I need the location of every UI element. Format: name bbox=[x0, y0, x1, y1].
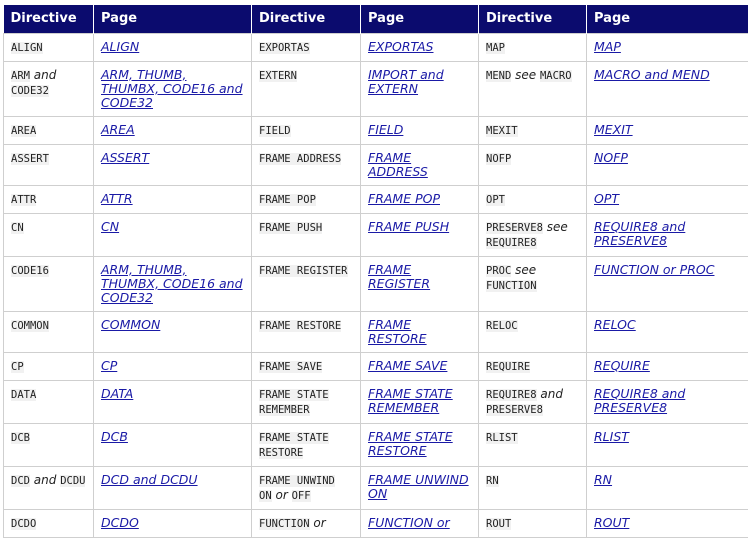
directive-code: PRESERVE8 bbox=[486, 222, 543, 234]
directive-cell bbox=[4, 509, 94, 537]
directive-cell bbox=[252, 352, 361, 380]
page-link[interactable]: FRAME STATE RESTORE bbox=[368, 429, 453, 458]
table-row bbox=[4, 33, 748, 61]
directive-cell bbox=[252, 33, 361, 61]
directive-code: FUNCTION bbox=[259, 518, 310, 530]
directive-code: CODE32 bbox=[11, 85, 49, 97]
directive-code: FRAME ADDRESS bbox=[259, 153, 341, 165]
page-link[interactable]: RN bbox=[594, 472, 612, 487]
directive-cell bbox=[4, 61, 94, 116]
page-link[interactable]: IMPORT and EXTERN bbox=[368, 67, 444, 96]
directive-code: EXTERN bbox=[259, 70, 297, 82]
header-directive-1: Directive bbox=[4, 5, 94, 33]
page-cell bbox=[587, 213, 748, 256]
directive-code: RLIST bbox=[486, 432, 518, 444]
page-cell bbox=[94, 185, 252, 213]
directive-cell bbox=[479, 116, 587, 144]
directive-connector: and bbox=[30, 473, 60, 487]
directive-code: CODE16 bbox=[11, 265, 49, 277]
table-row bbox=[4, 311, 748, 352]
directive-cell bbox=[479, 61, 587, 116]
page-cell bbox=[587, 509, 748, 537]
table-row bbox=[4, 61, 748, 116]
directive-code: FIELD bbox=[259, 125, 291, 137]
directive-code: FUNCTION bbox=[486, 280, 537, 292]
page-link[interactable]: FUNCTION or PROC bbox=[594, 262, 714, 277]
page-cell bbox=[361, 144, 479, 185]
directive-code: REQUIRE8 bbox=[486, 389, 537, 401]
page-cell bbox=[361, 256, 479, 311]
directive-cell bbox=[4, 33, 94, 61]
page-cell bbox=[587, 33, 748, 61]
directive-code: REQUIRE bbox=[486, 361, 530, 373]
directive-cell bbox=[4, 380, 94, 423]
table-row bbox=[4, 380, 748, 423]
directive-code: DCDU bbox=[60, 475, 85, 487]
directive-cell bbox=[479, 380, 587, 423]
directive-code: FRAME STATE RESTORE bbox=[259, 432, 329, 459]
page-cell bbox=[94, 311, 252, 352]
header-page-3: Page bbox=[587, 5, 748, 33]
directive-cell bbox=[479, 423, 587, 466]
directive-code: PROC bbox=[486, 265, 511, 277]
page-cell bbox=[94, 352, 252, 380]
page-link[interactable]: DATA bbox=[101, 386, 133, 401]
page-link[interactable]: FRAME STATE REMEMBER bbox=[368, 386, 453, 415]
page-link[interactable]: FRAME ADDRESS bbox=[368, 150, 428, 179]
header-page-1: Page bbox=[94, 5, 252, 33]
table-row bbox=[4, 116, 748, 144]
directive-cell bbox=[479, 509, 587, 537]
directive-code: CP bbox=[11, 361, 24, 373]
directive-code: DCB bbox=[11, 432, 30, 444]
directive-code: ROUT bbox=[486, 518, 511, 530]
table-body bbox=[4, 33, 748, 537]
directive-cell bbox=[479, 466, 587, 509]
page-cell bbox=[94, 33, 252, 61]
directive-cell bbox=[252, 144, 361, 185]
directive-code: FRAME UNWIND ON bbox=[259, 475, 335, 502]
directive-code: COMMON bbox=[11, 320, 49, 332]
page-link[interactable]: DCD and DCDU bbox=[101, 472, 198, 487]
page-link[interactable]: REQUIRE8 and PRESERVE8 bbox=[594, 219, 685, 248]
directive-code: OPT bbox=[486, 194, 505, 206]
directive-code: FRAME STATE REMEMBER bbox=[259, 389, 329, 416]
table-header bbox=[4, 5, 748, 33]
table-row bbox=[4, 509, 748, 537]
page-link[interactable]: MAP bbox=[594, 39, 621, 54]
page-cell bbox=[587, 116, 748, 144]
page-link[interactable]: COMMON bbox=[101, 317, 160, 332]
page-cell bbox=[361, 352, 479, 380]
page-cell bbox=[94, 144, 252, 185]
table-row bbox=[4, 256, 748, 311]
directive-code: ARM bbox=[11, 70, 30, 82]
directive-cell bbox=[4, 116, 94, 144]
directive-cell bbox=[4, 185, 94, 213]
directive-code: NOFP bbox=[486, 153, 511, 165]
page-cell bbox=[587, 380, 748, 423]
directive-cell bbox=[252, 423, 361, 466]
table-row bbox=[4, 423, 748, 466]
directive-cell bbox=[252, 185, 361, 213]
header-directive-2: Directive bbox=[252, 5, 361, 33]
header-page-2: Page bbox=[361, 5, 479, 33]
page-link[interactable]: MEXIT bbox=[594, 122, 633, 137]
directive-code: FRAME SAVE bbox=[259, 361, 322, 373]
page-cell bbox=[587, 311, 748, 352]
page-cell bbox=[361, 33, 479, 61]
page-cell bbox=[94, 509, 252, 537]
page-link[interactable]: DCDO bbox=[101, 515, 139, 530]
page-link[interactable]: FRAME POP bbox=[368, 191, 440, 206]
page-link[interactable]: FUNCTION or bbox=[368, 515, 450, 530]
directive-cell bbox=[252, 509, 361, 537]
page-link[interactable]: ROUT bbox=[594, 515, 629, 530]
page-cell bbox=[587, 256, 748, 311]
directive-connector: see bbox=[511, 68, 540, 82]
directive-cell bbox=[4, 256, 94, 311]
page-cell bbox=[361, 380, 479, 423]
directive-code: RN bbox=[486, 475, 499, 487]
page-cell bbox=[361, 311, 479, 352]
directive-code: DCDO bbox=[11, 518, 36, 530]
page-cell bbox=[361, 423, 479, 466]
directive-cell bbox=[4, 311, 94, 352]
page-cell bbox=[94, 380, 252, 423]
page-cell bbox=[94, 466, 252, 509]
page-link[interactable]: RELOC bbox=[594, 317, 636, 332]
page-link[interactable]: FRAME SAVE bbox=[368, 358, 447, 373]
page-cell bbox=[361, 213, 479, 256]
page-cell bbox=[587, 466, 748, 509]
directive-cell bbox=[252, 466, 361, 509]
directive-code: FRAME POP bbox=[259, 194, 316, 206]
directive-connector: and bbox=[537, 387, 563, 401]
directive-code: OFF bbox=[292, 490, 311, 502]
page-cell bbox=[361, 509, 479, 537]
page-cell bbox=[94, 116, 252, 144]
page-cell bbox=[94, 256, 252, 311]
directive-code: ALIGN bbox=[11, 42, 43, 54]
directive-cell bbox=[479, 256, 587, 311]
directive-cell bbox=[479, 33, 587, 61]
directive-code: MEND bbox=[486, 70, 511, 82]
directive-code: MACRO bbox=[540, 70, 572, 82]
page-link[interactable]: FRAME UNWIND ON bbox=[368, 472, 469, 501]
page-cell bbox=[361, 466, 479, 509]
page-link[interactable]: ARM, THUMB, THUMBX, CODE16 and CODE32 bbox=[101, 262, 243, 305]
directive-cell bbox=[252, 311, 361, 352]
page-cell bbox=[361, 116, 479, 144]
table-row bbox=[4, 213, 748, 256]
page-link[interactable]: CP bbox=[101, 358, 117, 373]
directive-cell bbox=[4, 352, 94, 380]
directives-table bbox=[3, 5, 748, 538]
directive-code: DCD bbox=[11, 475, 30, 487]
page-link[interactable]: FRAME REGISTER bbox=[368, 262, 430, 291]
directive-cell bbox=[479, 311, 587, 352]
directive-connector: see bbox=[511, 263, 536, 277]
page-link[interactable]: AREA bbox=[101, 122, 135, 137]
directive-code: FRAME RESTORE bbox=[259, 320, 341, 332]
directive-code: AREA bbox=[11, 125, 36, 137]
page-cell bbox=[587, 352, 748, 380]
page-cell bbox=[361, 61, 479, 116]
page-link[interactable]: FIELD bbox=[368, 122, 403, 137]
page-link[interactable]: FRAME RESTORE bbox=[368, 317, 427, 346]
page-cell bbox=[587, 423, 748, 466]
directive-cell bbox=[252, 61, 361, 116]
directive-cell bbox=[4, 423, 94, 466]
directive-code: REQUIRE8 bbox=[486, 237, 537, 249]
directive-code: FRAME PUSH bbox=[259, 222, 322, 234]
table-row bbox=[4, 466, 748, 509]
page-link[interactable]: REQUIRE bbox=[594, 358, 650, 373]
page-cell bbox=[587, 144, 748, 185]
directive-code: MAP bbox=[486, 42, 505, 54]
page-link[interactable]: DCB bbox=[101, 429, 128, 444]
directive-code: FRAME REGISTER bbox=[259, 265, 348, 277]
page-link[interactable]: ATTR bbox=[101, 191, 133, 206]
directive-code: EXPORTAS bbox=[259, 42, 310, 54]
directive-cell bbox=[4, 144, 94, 185]
directive-code: RELOC bbox=[486, 320, 518, 332]
directive-cell bbox=[252, 116, 361, 144]
page-link[interactable]: ASSERT bbox=[101, 150, 149, 165]
page-link[interactable]: ARM, THUMB, THUMBX, CODE16 and CODE32 bbox=[101, 67, 243, 110]
header-directive-3: Directive bbox=[479, 5, 587, 33]
page-cell bbox=[94, 61, 252, 116]
page-link[interactable]: EXPORTAS bbox=[368, 39, 434, 54]
directive-connector: see bbox=[543, 220, 568, 234]
directive-code: ASSERT bbox=[11, 153, 49, 165]
directive-cell bbox=[4, 466, 94, 509]
directive-code: ATTR bbox=[11, 194, 36, 206]
directive-code: PRESERVE8 bbox=[486, 404, 543, 416]
directive-connector: or bbox=[310, 516, 326, 530]
table-row bbox=[4, 352, 748, 380]
directive-code: MEXIT bbox=[486, 125, 518, 137]
page-link[interactable]: REQUIRE8 and PRESERVE8 bbox=[594, 386, 685, 415]
directive-cell bbox=[479, 185, 587, 213]
page-link[interactable]: MACRO and MEND bbox=[594, 67, 710, 82]
page-cell bbox=[361, 185, 479, 213]
directive-connector: and bbox=[30, 68, 56, 82]
page-link[interactable]: RLIST bbox=[594, 429, 629, 444]
page-cell bbox=[94, 213, 252, 256]
page-link[interactable]: OPT bbox=[594, 191, 619, 206]
page-cell bbox=[587, 185, 748, 213]
page-cell bbox=[94, 423, 252, 466]
header-row bbox=[4, 5, 748, 33]
table-row bbox=[4, 144, 748, 185]
page-link[interactable]: ALIGN bbox=[101, 39, 139, 54]
directive-cell bbox=[252, 256, 361, 311]
table-row bbox=[4, 185, 748, 213]
page-link[interactable]: FRAME PUSH bbox=[368, 219, 449, 234]
directive-cell bbox=[479, 213, 587, 256]
directive-code: CN bbox=[11, 222, 24, 234]
directive-cell bbox=[479, 352, 587, 380]
directive-connector: or bbox=[272, 488, 292, 502]
page-cell bbox=[587, 61, 748, 116]
directive-code: DATA bbox=[11, 389, 36, 401]
directive-cell bbox=[479, 144, 587, 185]
directive-cell bbox=[252, 380, 361, 423]
directive-cell bbox=[252, 213, 361, 256]
directive-cell bbox=[4, 213, 94, 256]
page-link[interactable]: CN bbox=[101, 219, 119, 234]
page-link[interactable]: NOFP bbox=[594, 150, 628, 165]
